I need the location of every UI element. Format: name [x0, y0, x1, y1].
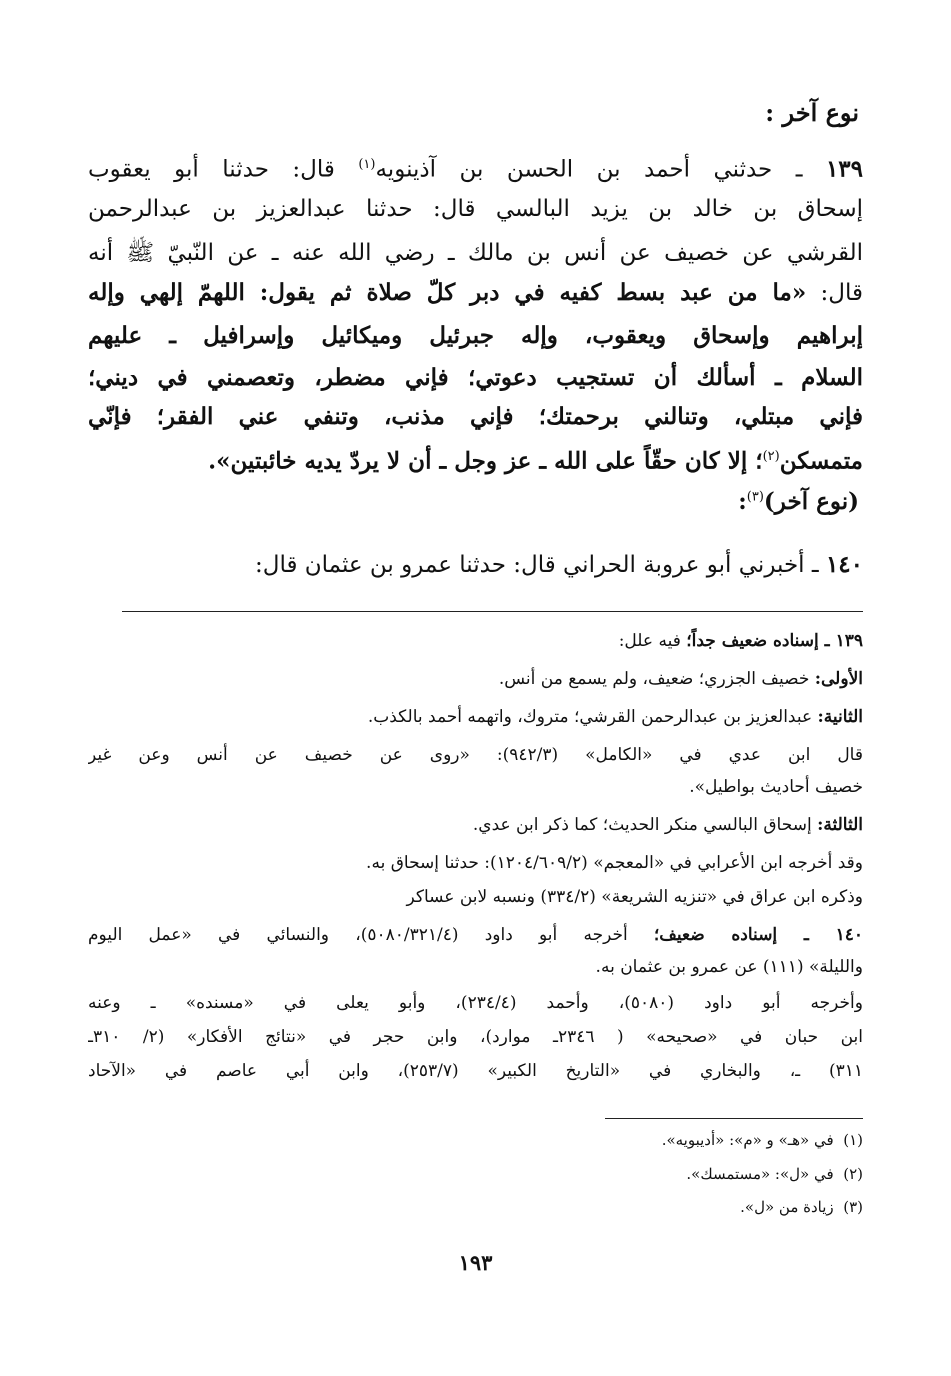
text-span: الثالثة:: [817, 815, 863, 835]
footnote-text: زيادة من «ل».: [740, 1198, 834, 1216]
note-140-line-1: [88, 920, 863, 950]
footnote-number: (٢): [843, 1165, 863, 1183]
section-heading-2: [738, 488, 859, 515]
note-second-defect: [88, 702, 863, 732]
hadith-140-line-1: [88, 545, 863, 585]
text-span: قال: حدثنا أبو يعقوب: [88, 156, 359, 183]
text-span: أخرجه أبو داود (٥٠٨٠/٣٢١/٤)، والنسائي في «عمل اليوم: [88, 925, 654, 945]
note-140-line-4: ابن حبان في «صحيحه» ( ٢٣٤٦ـ موارد)، وابن حجر في «نتائج الأفكار» (٢/ ٣١٠ـ: [88, 1027, 863, 1047]
footnote-text: في «ل»: «مستمسك».: [686, 1165, 834, 1183]
text-span: عبدالعزيز بن عبدالرحمن القرشي؛ متروك، واتهمه أحمد بالكذب.: [367, 707, 818, 727]
text-span: قال:: [806, 280, 863, 306]
text-span: ١٣٩ ـ إسناده ضعيف جداً؛: [686, 631, 863, 651]
note-ibn-iraq: وذكره ابن عراق في «تنزيه الشريعة» (٣٣٤/٢) ونسبه لابن عساكر: [406, 887, 863, 907]
text-span: فيه علل:: [618, 631, 687, 651]
hadith-quote: «ما من عبد بسط كفيه في دبر كلّ صلاة ثم يقول: اللهمّ إلهي وإله: [88, 279, 807, 306]
note-139-heading: [88, 626, 863, 656]
text-span: ١٤٠ ـ إسناده ضعيف؛: [653, 925, 863, 945]
footnote-ref-1: (١): [358, 157, 376, 172]
note-140-line-3: وأخرجه أبو داود (٥٠٨٠)، وأحمد (٢٣٤/٤)، وأبو يعلى في «مسنده» ـ وعنه: [88, 993, 863, 1013]
text-span: ؛ إلا كان حقّاً على الله ـ عز وجل ـ أن لا يردّ يديه خائبتين».: [208, 447, 763, 475]
hadith-139-line-5: إبراهيم وإسحاق ويعقوب، وإله جبرئيل وميكائيل وإسرافيل ـ عليهم: [88, 322, 863, 349]
text-span: إسحاق البالسي منكر الحديث؛ كما ذكر ابن عدي.: [472, 815, 818, 835]
footnote-number: (١): [843, 1131, 863, 1149]
footnote-2: [686, 1165, 863, 1183]
text-span: خصيف الجزري؛ ضعيف، ولم يسمع من أنس.: [498, 669, 815, 689]
note-140-line-2: والليلة» (١١١) عن عمرو بن عثمان به.: [595, 957, 863, 977]
footnote-3: [740, 1198, 863, 1216]
section-heading-1: نوع آخر :: [765, 98, 859, 127]
hadith-number-140: ١٤٠: [825, 551, 863, 578]
text-span: ـ حدثني أحمد بن الحسن بن آذينويه: [375, 156, 826, 183]
note-first-defect: [88, 664, 863, 694]
notes-separator: [122, 611, 863, 612]
hadith-139-line-6: السلام ـ أسألك أن تستجيب دعوتي؛ فإني مضطر، وتعصمني في ديني؛: [88, 364, 863, 391]
text-span: الثانية:: [817, 707, 863, 727]
footnote-ref-3: (٣): [746, 489, 764, 505]
hadith-139-line-7: فإني مبتلي، وتنالني برحمتك؛ فإني مذنب، وتنفي عني الفقر؛ فإنّي: [88, 403, 863, 430]
note-third-defect: [88, 810, 863, 840]
hadith-139-line-2: إسحاق بن خالد بن يزيد البالسي قال: حدثنا عبدالعزيز بن عبدالرحمن: [88, 196, 863, 222]
footnote-separator: [605, 1118, 863, 1119]
footnote-number: (٣): [843, 1198, 863, 1216]
text-span: متمسكن: [779, 447, 863, 475]
text-span: :: [738, 488, 747, 515]
footnote-text: في «هـ» و «م»: «أديبويه».: [661, 1131, 834, 1149]
hadith-139-line-8: [143, 437, 863, 482]
footnote-1: [662, 1131, 863, 1149]
hadith-139-line-3: القرشي عن خصيف عن أنس بن مالك ـ رضي الله عنه ـ عن النّبيّ ﷺ أنه: [88, 240, 863, 266]
note-ibn-arabi: وقد أخرجه ابن الأعرابي في «المعجم» (١٢٠٤/٦٠٩/٢): حدثنا إسحاق به.: [366, 853, 863, 873]
page-number: ١٩٣: [458, 1250, 493, 1275]
text-span: ـ أخبرني أبو عروبة الحراني قال: حدثنا عمرو بن عثمان قال:: [254, 552, 826, 578]
text-span: (نوع آخر): [763, 488, 859, 515]
text-span: الأولى:: [814, 669, 863, 689]
note-ibn-adi-line-1: قال ابن عدي في «الكامل» (٩٤٢/٣): «روى عن خصيف عن أنس وعن غير: [88, 745, 863, 765]
note-140-line-5: ٣١١) ـ، والبخاري في «التاريخ الكبير» (٢٥٣/٧)، وابن أبي عاصم في «الآحاد: [88, 1061, 863, 1081]
hadith-139-line-1: [88, 145, 863, 190]
footnote-ref-2: (٢): [762, 449, 780, 464]
hadith-139-line-4: [88, 273, 863, 313]
note-ibn-adi-line-2: خصيف أحاديث بواطيل».: [689, 777, 863, 797]
hadith-number-139: ١٣٩: [825, 155, 863, 183]
